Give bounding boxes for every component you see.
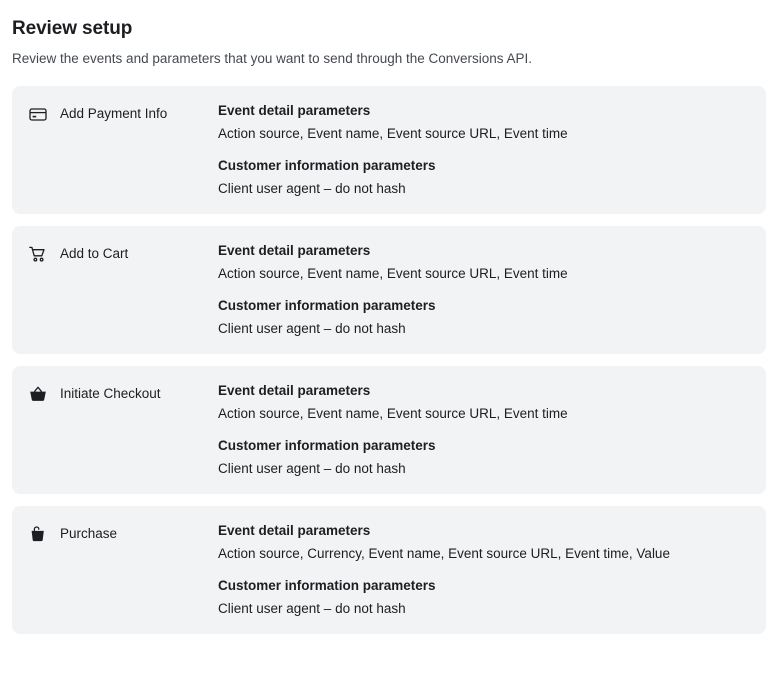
event-card (12, 366, 766, 494)
event-detail-parameters-values: Action source, Event name, Event source URL, Event time (218, 406, 568, 421)
event-detail-parameters-values: Action source, Event name, Event source URL, Event time (218, 126, 568, 141)
event-detail-parameters-group (218, 522, 750, 563)
event-identity (28, 242, 218, 264)
event-detail-parameters-values: Action source, Event name, Event source URL, Event time (218, 266, 568, 281)
customer-information-parameters-values: Client user agent – do not hash (218, 461, 406, 476)
event-detail-parameters-heading: Event detail parameters (218, 103, 371, 118)
event-parameters (218, 522, 750, 618)
shopping-bag-icon (28, 524, 48, 544)
customer-information-parameters-heading: Customer information parameters (218, 578, 436, 593)
event-parameters (218, 102, 750, 198)
event-detail-parameters-group (218, 102, 750, 143)
event-card (12, 86, 766, 214)
customer-information-parameters-values: Client user agent – do not hash (218, 601, 406, 616)
event-identity (28, 522, 218, 544)
customer-information-parameters-group (218, 577, 750, 618)
shopping-basket-icon (28, 384, 48, 404)
customer-information-parameters-group (218, 297, 750, 338)
customer-information-parameters-group (218, 437, 750, 478)
page-title: Review setup (12, 18, 133, 39)
event-name: Add Payment Info (60, 106, 168, 121)
event-detail-parameters-heading: Event detail parameters (218, 523, 371, 538)
event-detail-parameters-group (218, 382, 750, 423)
event-detail-parameters-values: Action source, Currency, Event name, Event source URL, Event time, Value (218, 546, 670, 561)
event-parameters (218, 242, 750, 338)
event-detail-parameters-heading: Event detail parameters (218, 383, 371, 398)
shopping-cart-icon (28, 244, 48, 264)
event-name: Initiate Checkout (60, 386, 161, 401)
customer-information-parameters-heading: Customer information parameters (218, 158, 436, 173)
event-identity (28, 102, 218, 124)
event-identity (28, 382, 218, 404)
event-parameters (218, 382, 750, 478)
event-name: Add to Cart (60, 246, 129, 261)
event-card (12, 506, 766, 634)
page-subtitle: Review the events and parameters that you want to send through the Conversions API. (12, 51, 533, 66)
credit-card-icon (28, 104, 48, 124)
customer-information-parameters-heading: Customer information parameters (218, 438, 436, 453)
customer-information-parameters-group (218, 157, 750, 198)
event-name: Purchase (60, 526, 118, 541)
customer-information-parameters-values: Client user agent – do not hash (218, 321, 406, 336)
event-card (12, 226, 766, 354)
customer-information-parameters-heading: Customer information parameters (218, 298, 436, 313)
customer-information-parameters-values: Client user agent – do not hash (218, 181, 406, 196)
event-detail-parameters-group (218, 242, 750, 283)
event-detail-parameters-heading: Event detail parameters (218, 243, 371, 258)
